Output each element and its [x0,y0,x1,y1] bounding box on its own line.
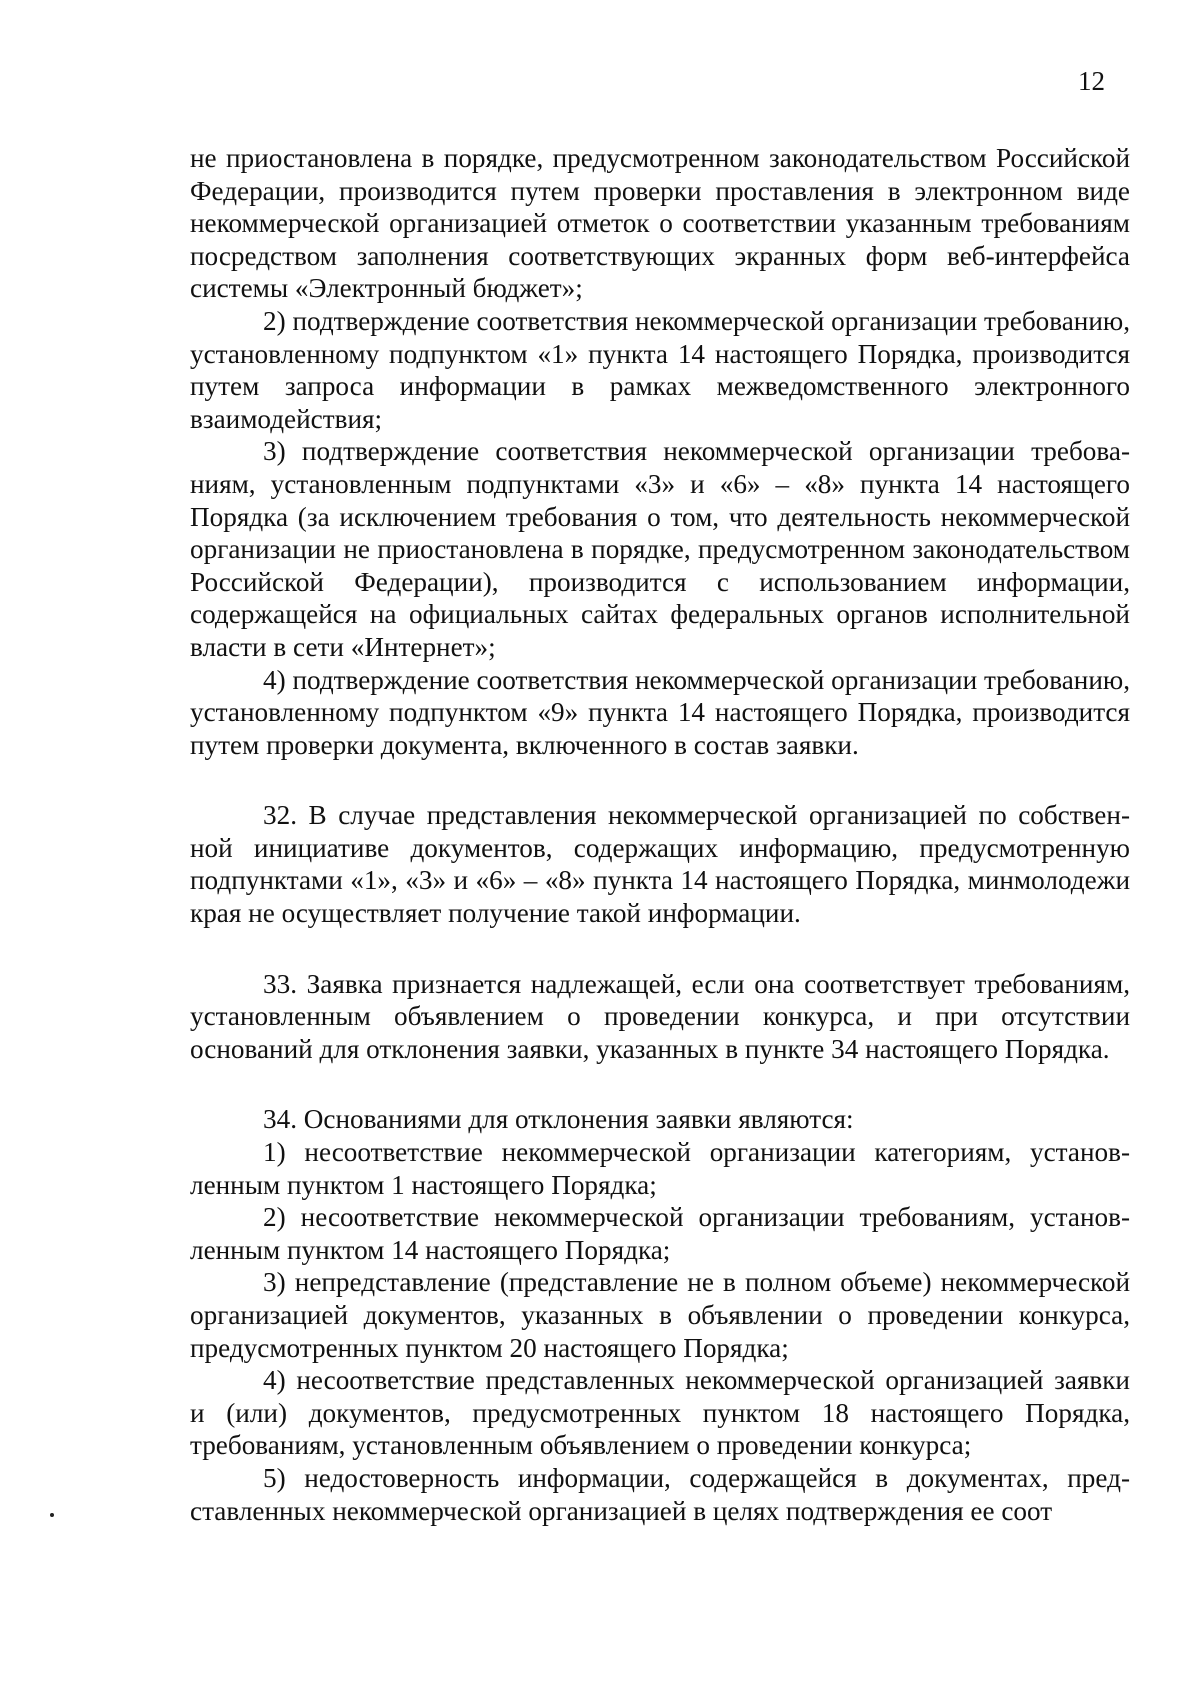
paragraph-34-item-1: 1) несоответствие некоммерческой организации категориям, установленным пунктом 1 настоящего Порядка; [190,1137,1130,1200]
paragraph-continuation: не приостановлена в порядке, предусмотренном законодательством Российской Федерации, производится путем проверки проставления в электронном виде некоммерческой организацией отметок о соответствии указанным требованиям посредством заполнения соответствующих экранных форм веб-интерфейса системы «Электронный бюджет»; [190,143,1130,304]
paragraph-34-item-3: 3) непредставление (представление не в полном объеме) некоммерческой организацией документов, указанных в объявлении о проведении конкурса, предусмотренных пунктом 20 настоящего Порядка; [190,1267,1130,1363]
page-number: 12 [1078,66,1105,96]
paragraph-34-item-5: 5) недостоверность информации, содержащейся в документах, представленных некоммерческой организацией в целях подтверждения ее соот [190,1462,1130,1526]
paragraph-34-item-2: 2) несоответствие некоммерческой организации требованиям, установленным пунктом 14 настоящего Порядка; [190,1202,1130,1265]
paragraph-31-item-3: 3) подтверждение соответствия некоммерческой организации требованиям, установленным подпунктами «3» и «6» – «8» пункта 14 настоящего Порядка (за исключением требования о том, что деятельность некоммерческой организации не приостановлена в порядке, предусмотренном законодательством Российской Федерации), производится с использованием информации, содержащейся на официальных сайтах федеральных органов исполнительной власти в сети «Интернет»; [190,436,1130,662]
paragraph-34-item-4: 4) несоответствие представленных некоммерческой организацией заявки и (или) документов, предусмотренных пунктом 18 настоящего Порядка, требованиям, установленным объявлением о проведении конкурса; [190,1365,1130,1461]
scan-speck [50,1513,54,1517]
paragraph-31-item-2: 2) подтверждение соответствия некоммерческой организации требованию, установленному подпунктом «1» пункта 14 настоящего Порядка, производится путем запроса информации в рамках межведомственного электронного взаимодействия; [190,305,1130,434]
paragraph-33: 33. Заявка признается надлежащей, если она соответствует требованиям, установленным объявлением о проведении конкурса, и при отсутствии оснований для отклонения заявки, указанных в пункте 34 настоящего Порядка. [190,968,1130,1064]
paragraph-34: 34. Основаниями для отклонения заявки являются: [263,1104,854,1135]
page-body [190,142,1130,1527]
paragraph-31-item-4: 4) подтверждение соответствия некоммерческой организации требованию, установленному подпунктом «9» пункта 14 настоящего Порядка, производится путем проверки документа, включенного в состав заявки. [190,664,1130,760]
paragraph-32: 32. В случае представления некоммерческой организацией по собственной инициативе документов, содержащих информацию, предусмотренную подпунктами «1», «3» и «6» – «8» пункта 14 настоящего Порядка, минмолодежи края не осуществляет получение такой информации. [190,800,1130,929]
